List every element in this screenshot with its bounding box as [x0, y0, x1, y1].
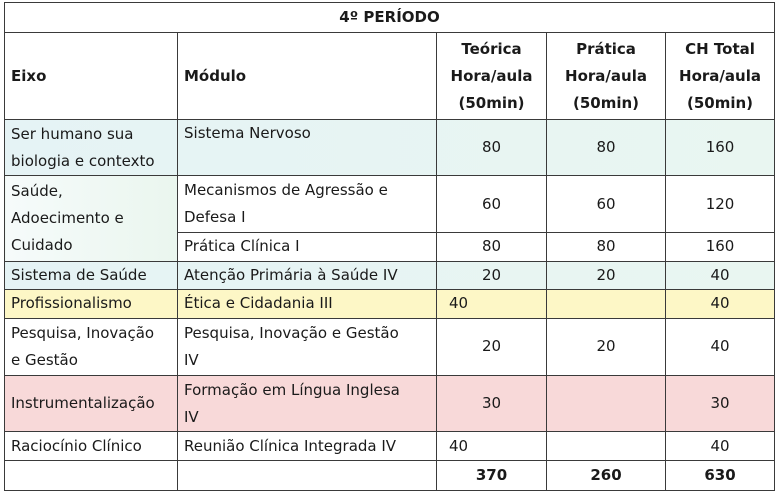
- cell-pratica: 80: [547, 232, 666, 261]
- cell-total: 40: [666, 432, 775, 460]
- period-title: 4º PERÍODO: [5, 3, 775, 33]
- cell-eixo: Instrumentalização: [5, 375, 178, 431]
- total-pratica: 260: [547, 460, 666, 490]
- cell-pratica: [547, 290, 666, 318]
- table-row: [5, 176, 775, 232]
- table-row: [5, 119, 775, 175]
- table-row: [5, 432, 775, 460]
- table-row: [5, 262, 775, 290]
- cell-total: 40: [666, 318, 775, 375]
- cell-eixo: Profissionalismo: [5, 290, 178, 318]
- header-modulo: Módulo: [178, 33, 437, 120]
- cell-modulo: Sistema Nervoso: [178, 119, 437, 175]
- cell-pratica: 20: [547, 262, 666, 290]
- cell-total: 160: [666, 119, 775, 175]
- cell-pratica: [547, 432, 666, 460]
- cell-modulo: Mecanismos de Agressão e Defesa I: [178, 176, 437, 232]
- table-row: [5, 375, 775, 431]
- cell-pratica: 80: [547, 119, 666, 175]
- cell-teorica: 80: [437, 232, 547, 261]
- cell-total: 40: [666, 290, 775, 318]
- totals-empty-modulo: [178, 460, 437, 490]
- header-pratica: Prática Hora/aula (50min): [547, 33, 666, 120]
- cell-eixo: Sistema de Saúde: [5, 262, 178, 290]
- cell-modulo: Atenção Primária à Saúde IV: [178, 262, 437, 290]
- cell-eixo: Saúde, Adoecimento e Cuidado: [5, 176, 178, 262]
- cell-modulo: Formação em Língua Inglesa IV: [178, 375, 437, 431]
- cell-teorica: 20: [437, 262, 547, 290]
- cell-eixo: Pesquisa, Inovação e Gestão: [5, 318, 178, 375]
- cell-eixo: Raciocínio Clínico: [5, 432, 178, 460]
- table-row: [5, 290, 775, 318]
- cell-total: 40: [666, 262, 775, 290]
- total-teorica: 370: [437, 460, 547, 490]
- header-teorica: Teórica Hora/aula (50min): [437, 33, 547, 120]
- cell-teorica: 30: [437, 375, 547, 431]
- cell-modulo: Prática Clínica I: [178, 232, 437, 261]
- curriculum-table: [4, 2, 775, 491]
- cell-modulo: Reunião Clínica Integrada IV: [178, 432, 437, 460]
- cell-pratica: 60: [547, 176, 666, 232]
- cell-total: 160: [666, 232, 775, 261]
- table-row: [5, 318, 775, 375]
- cell-pratica: [547, 375, 666, 431]
- cell-teorica: 60: [437, 176, 547, 232]
- cell-total: 30: [666, 375, 775, 431]
- title-row: [5, 3, 775, 33]
- total-ch: 630: [666, 460, 775, 490]
- cell-modulo: Pesquisa, Inovação e Gestão IV: [178, 318, 437, 375]
- cell-eixo: Ser humano sua biologia e contexto: [5, 119, 178, 175]
- header-row: [5, 33, 775, 120]
- cell-teorica: 40: [437, 432, 547, 460]
- cell-modulo: Ética e Cidadania III: [178, 290, 437, 318]
- cell-pratica: 20: [547, 318, 666, 375]
- cell-teorica: 40: [437, 290, 547, 318]
- cell-total: 120: [666, 176, 775, 232]
- totals-row: [5, 460, 775, 490]
- cell-teorica: 20: [437, 318, 547, 375]
- header-ch-total: CH Total Hora/aula (50min): [666, 33, 775, 120]
- totals-empty-eixo: [5, 460, 178, 490]
- header-eixo: Eixo: [5, 33, 178, 120]
- cell-teorica: 80: [437, 119, 547, 175]
